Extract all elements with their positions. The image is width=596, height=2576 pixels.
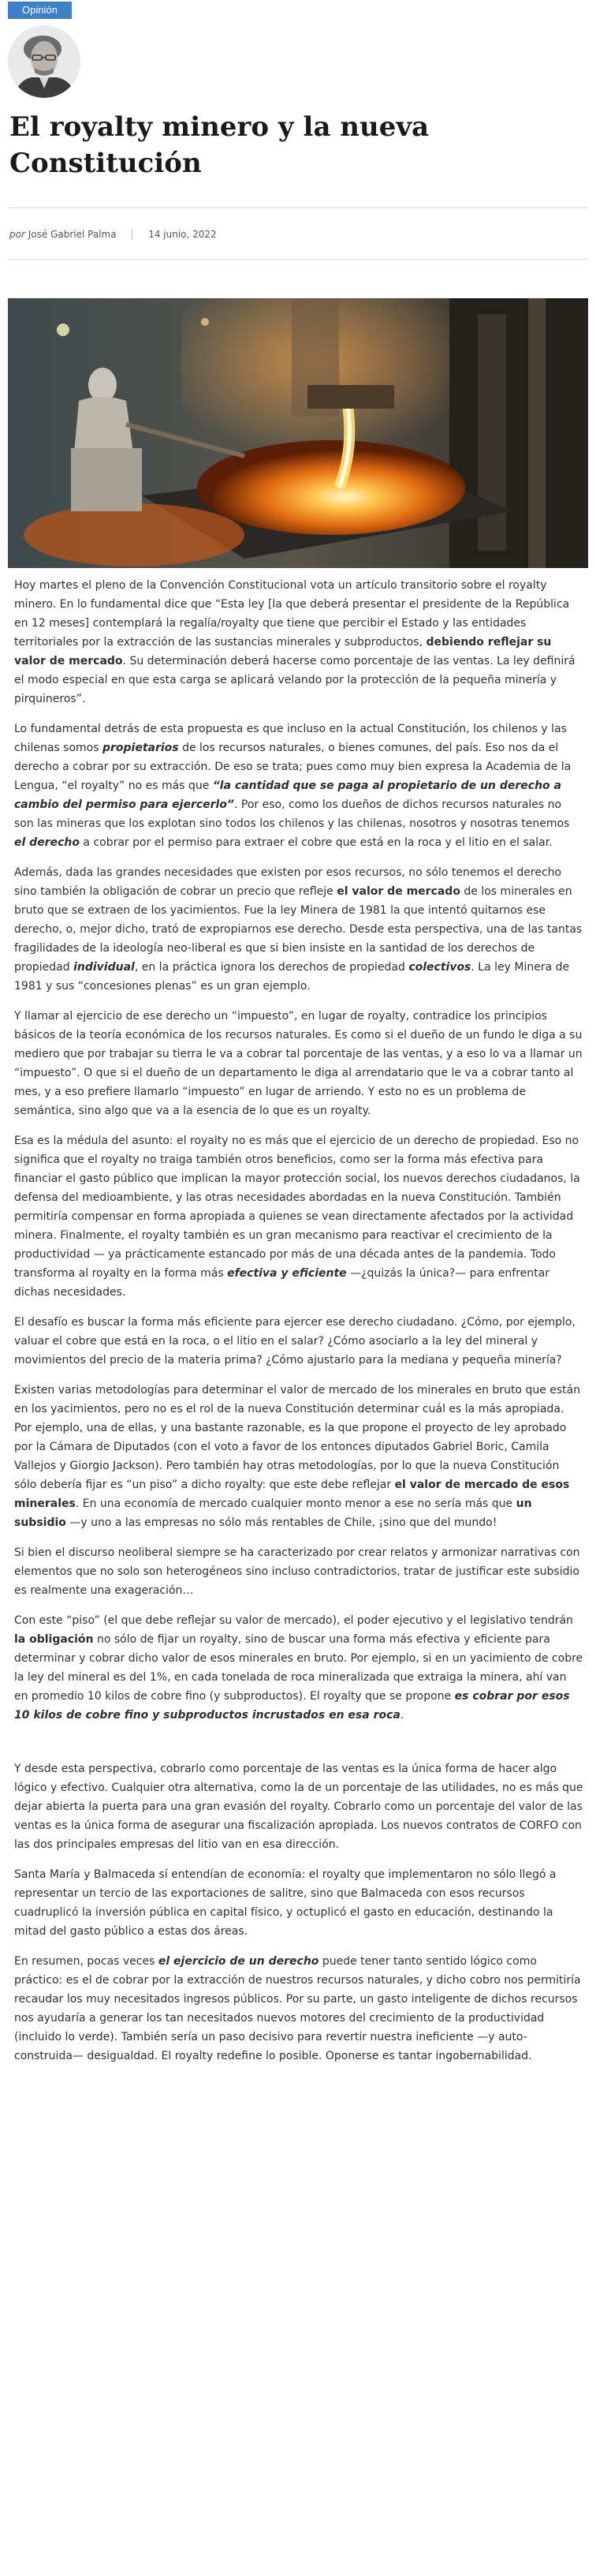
- bold-text: la obligación: [14, 1633, 94, 1646]
- bold-text: el valor de mercado: [337, 885, 460, 898]
- article-paragraph: [14, 576, 583, 708]
- emphasis-wrapper: [102, 742, 179, 754]
- body-text: Si bien el discurso neoliberal siempre se ha caracterizado por crear relatos y armonizar narrativas con elementos que no solo son heterogéneos sino incluso contradictorios, tratar de justificar este subsidio es realmente una exageración…: [14, 1546, 580, 1597]
- bold-text: un subsidio: [14, 1497, 532, 1529]
- byline: [9, 229, 217, 240]
- article-body: [14, 576, 583, 2077]
- author-avatar[interactable]: [8, 25, 80, 98]
- article-paragraph: [14, 1543, 583, 1600]
- article-paragraph: [14, 1313, 583, 1370]
- emphasis-wrapper: [408, 961, 471, 974]
- body-text: Lo fundamental detrás de esta propuesta es que incluso en la actual Constitución, los chilenos y las chilenas somos: [14, 723, 567, 754]
- bold-text: el valor de mercado de esos minerales: [14, 1479, 570, 1510]
- copper-smelter-photo-icon: [8, 298, 588, 568]
- emphasis-text: colectivos: [408, 961, 471, 974]
- article-paragraph: [14, 1611, 583, 1725]
- emphasis-text: el derecho: [14, 836, 80, 849]
- emphasis-wrapper: [73, 961, 135, 974]
- body-text: , en la práctica ignora los derechos de propiedad: [134, 961, 409, 974]
- article-paragraph: [14, 1007, 583, 1120]
- bold-text: debiendo reflejar su valor de mercado: [14, 636, 552, 667]
- emphasis-wrapper: [14, 836, 80, 849]
- body-text: En resumen, pocas veces: [14, 1955, 158, 1968]
- body-text: de los recursos naturales, o bienes comunes, del país. Eso nos da el derecho a cobrar por su extracción. De eso se trata; pues como muy bien expresa la Academia de la Lengua, “el royalty” no es más que: [14, 742, 572, 792]
- emphasis-text: es cobrar por esos 10 kilos de cobre fino y subproductos incrustados en esa roca: [14, 1690, 570, 1722]
- body-text: Santa María y Balmaceda sí entendían de economía: el royalty que implementaron no sólo llegó a representar un tercio de las exportaciones de salitre, sino que Balmaceda con esos recursos cuadruplicó la inversión pública en capital físico, y octuplicó el gasto en educación, destinando la mitad del gasto público a estas dos áreas.: [14, 1868, 557, 1938]
- body-text: Además, dada las grandes necesidades que existen por esos recursos, no sólo tenemos el derecho sino también la obligación de cobrar un precio que refleje: [14, 866, 562, 898]
- body-text: Y desde esta perspectiva, cobrarlo como porcentaje de las ventas es la única forma de hacer algo lógico y efectivo. Cualquier otra alternativa, como la de un porcentaje de las utilidades, no es más que dejar abierta la puerta para una gran evasión del royalty. Cobrarlo como un porcentaje del valor de las ventas es la única forma de asegurar una fiscalización apropiada. Los nuevos contratos de CORFO con las dos principales empresas del litio van en esa dirección.: [14, 1763, 583, 1851]
- body-text: no sólo de fijar un royalty, sino de buscar una forma más efectiva y eficiente para determinar y cobrar dicho valor de esos minerales en bruto. Por ejemplo, si en un yacimiento de cobre la ley del mineral es del 1%, en cada tonelada de roca mineralizada que extraiga la minera, ahí van en promedio 10 kilos de cobre fino (y subproductos). El royalty que se propone: [14, 1633, 583, 1703]
- emphasis-wrapper: [227, 1267, 347, 1280]
- body-text: Esa es la médula del asunto: el royalty no es más que el ejercicio de un derecho de propiedad. Eso no significa que el royalty no traiga también otros beneficios, como ser la forma más efectiva para financiar el gasto público que implican la mayor protección social, los nuevos derechos ciudadanos, la defensa del medioambiente, y las otras necesidades abordadas en la nueva Constitución. También permitiría compensar en forma apropiada a quienes se vean directamente afectados por la actividad minera. Finalmente, el royalty también es un gran mecanismo para reactivar el crecimiento de la productividad — ya prácticamente estancado por más de una década antes de la pandemia. Todo transforma al royalty en la forma más: [14, 1135, 580, 1280]
- body-text: Hoy martes el pleno de la Convención Constitucional vota un artículo transitorio sobre el royalty minero. En lo fundamental dice que “Esta ley [la que deberá presentar el presidente de la República en 12 meses] contemplará la regalía/royalty que tiene que percibir el Estado y las entidades territoriales por la extracción de las sustancias minerales y subproductos,: [14, 579, 570, 649]
- article-paragraph: [14, 1759, 583, 1854]
- body-text: . Su determinación deberá hacerse como porcentaje de las ventas. La ley definirá el modo especial en que esta carga se aplicará velando por la protección de la pequeña minería y pirquineros”.: [14, 655, 576, 705]
- author-name[interactable]: José Gabriel Palma: [28, 229, 117, 240]
- article-paragraph: [14, 720, 583, 852]
- publish-date: 14 junio, 2022: [148, 229, 217, 240]
- body-text: . Por eso, como los dueños de dichos recursos naturales no son las mineras que los explotan sino todos los chilenos y las chilenas, nosotros y nosotras tenemos: [14, 798, 570, 830]
- article-paragraph: [14, 1381, 583, 1532]
- category-tag[interactable]: Opinión: [8, 2, 72, 19]
- body-text: Existen varias metodologías para determinar el valor de mercado de los minerales en bruto que están en los yacimientos, pero no es el rol de la nueva Constitución determinar cuál es la más apropiada. Por ejemplo, una de ellas, y una bastante razonable, es la que propone el proyecto de ley aprobado por la Cámara de Diputados (con el voto a favor de los entonces diputados Gabriel Boric, Camila Vallejos y Giorgio Jackson). Pero también hay otras metodologías, por lo que la nueva Constitución sólo debería fijar es “un piso” a dicho royalty: que este debe reflejar: [14, 1384, 581, 1491]
- body-text: . En una economía de mercado cualquier monto menor a ese no sería más que: [75, 1497, 516, 1510]
- body-text: . La ley Minera de 1981 y sus “concesiones plenas” es un gran ejemplo.: [14, 961, 570, 993]
- body-text: —y uno a las empresas no sólo más rentables de Chile, ¡sino que del mundo!: [65, 1516, 497, 1529]
- body-text: El desafío es buscar la forma más eficiente para ejercer ese derecho ciudadano. ¿Cómo, por ejemplo, valuar el cobre que está en la roca, o el litio en el salar? ¿Cómo asociarlo a la ley del mineral y movimientos del precio de la materia prima? ¿Cómo ajustarlo para la mediana y pequeña minería?: [14, 1316, 576, 1367]
- body-text: a cobrar por el permiso para extraer el cobre que está en la roca y el litio en el salar.: [79, 836, 553, 849]
- body-text: .: [400, 1709, 404, 1722]
- article-title: El royalty minero y la nueva Constitución: [9, 111, 430, 179]
- emphasis-wrapper: [158, 1955, 319, 1968]
- emphasis-text: efectiva y eficiente: [227, 1267, 347, 1280]
- emphasis-text: individual: [73, 961, 135, 974]
- article-paragraph: [14, 1131, 583, 1302]
- body-text: puede tener tanto sentido lógico como práctico: es el de cobrar por la extracción de nuestros recursos naturales, y dicho cobro nos permitiría recaudar los muy necesitados ingresos públicos. Por su parte, un gasto inteligente de dichos recursos nos ayudaría a generar los tan necesitados nuevos motores del crecimiento de la productividad (incluido lo verde). También sería un paso decisivo para revertir nuestra ineficiente —y auto-construida— desigualdad. El royalty redefine lo posible. Oponerse es tantar ingobernabilidad.: [14, 1955, 581, 2062]
- emphasis-text: propietarios: [102, 742, 179, 754]
- article-photo: [8, 298, 588, 568]
- body-text: —¿quizás la única?— para enfrentar dichas necesidades.: [14, 1267, 549, 1299]
- article-paragraph: [14, 1865, 583, 1941]
- divider: [8, 259, 588, 260]
- article-paragraph: [14, 863, 583, 996]
- body-text: de los minerales en bruto que se extraen de los yacimientos. Fue la ley Minera de 1981 la que intentó quitarnos ese derecho, o, mejor dicho, trató de expropiarnos ese derecho. Desde esta perspectiva, una de las tantas fragilidades de la ideología neo-liberal es que si bien insiste en la santidad de los derechos de propiedad: [14, 885, 583, 974]
- body-text: Y llamar al ejercicio de ese derecho un “impuesto”, en lugar de royalty, contradice los principios básicos de la teoría económica de los recursos naturales. Es como si el dueño de un fundo le diga a su mediero que por trabajar su tierra le va a cobrar tal porcentaje de las ventas, y a eso lo va a llamar un “impuesto”. O que si el dueño de un departamento le diga al arrendatario que le va a cobrar tanto al mes, y a eso prefiere llamarlo “impuesto” en lugar de arriendo. Y esto no es un problema de semántica, sino algo que va a la esencia de lo que es un royalty.: [14, 1010, 583, 1117]
- body-text: Con este “piso” (el que debe reflejar su valor de mercado), el poder ejecutivo y el legislativo tendrán: [14, 1614, 573, 1627]
- emphasis-text: el ejercicio de un derecho: [158, 1955, 319, 1968]
- article-paragraph: [14, 1952, 583, 2066]
- emphasis-text: “la cantidad que se paga al propietario de un derecho a cambio del permiso para ejercerlo”: [14, 780, 561, 811]
- author-portrait-icon: [8, 25, 80, 98]
- byline-prefix: por: [9, 229, 25, 240]
